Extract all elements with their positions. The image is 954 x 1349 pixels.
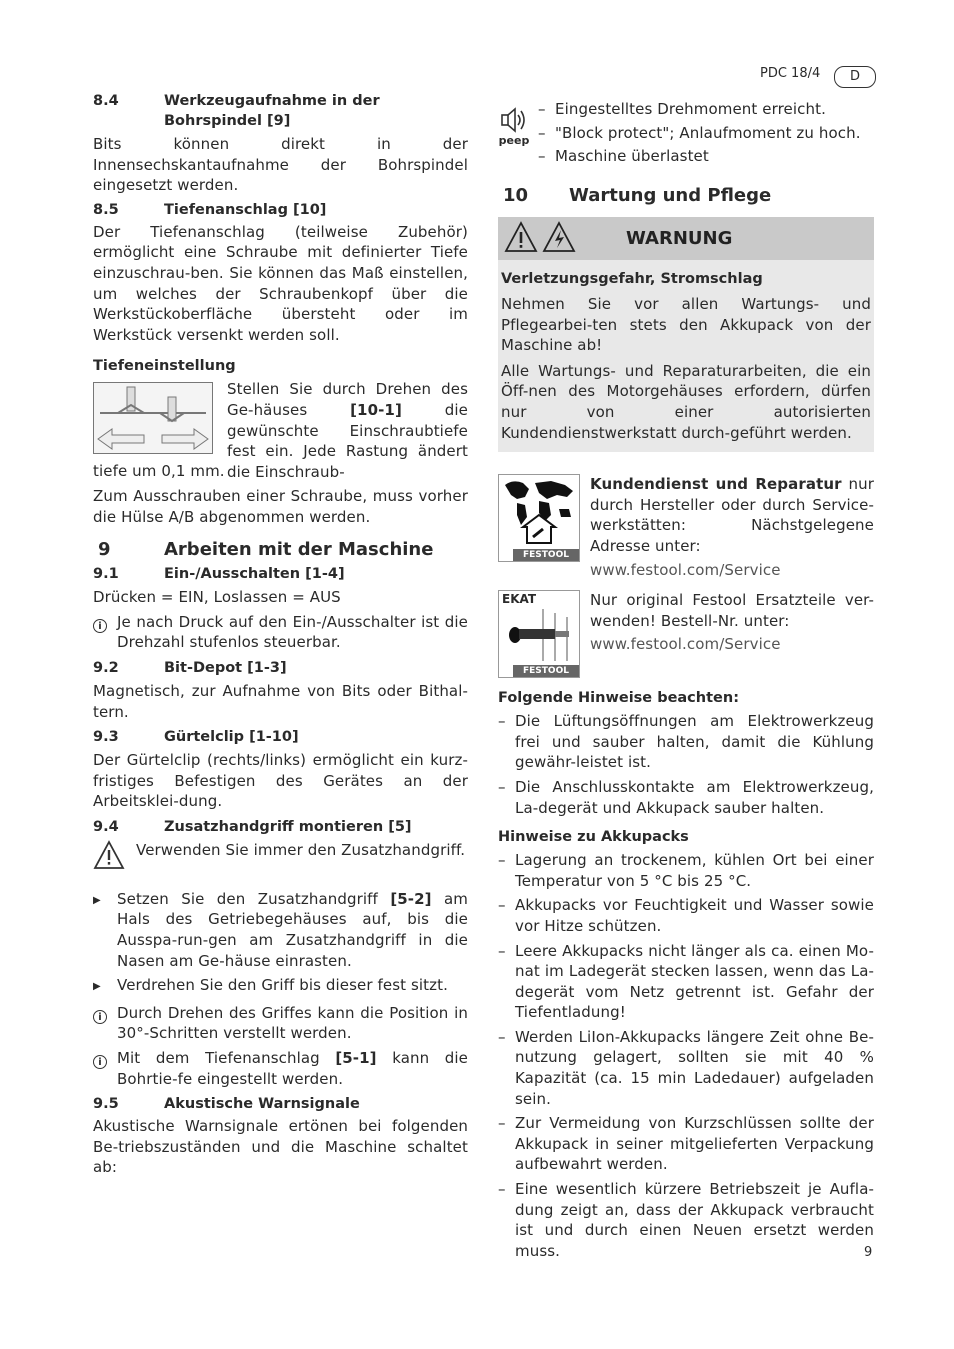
list-item: – Eingestelltes Drehmoment erreicht.	[538, 100, 826, 118]
brand-bar: FESTOOL	[513, 665, 579, 677]
warning-triangle-icon	[93, 840, 136, 886]
section-8-5-heading: 8.5 Tiefenanschlag [10]	[93, 201, 327, 218]
depth-adjust-icon	[94, 383, 212, 453]
list-item: – Werden LiIon-Akkupacks längere Zeit ohne Be-nutzung gelagert, sollten sie mit 40 % Kapazität (ca. 15 min Ladedauer) aufgeladen sein.	[498, 1027, 874, 1108]
spare-parts-block	[498, 590, 874, 682]
ekat-illustration	[498, 590, 580, 678]
section-9-5-text: Akustische Warnsignale ertönen bei folgenden Be-triebszuständen und die Maschine schaltet ab:	[93, 1117, 468, 1177]
list-item: – Maschine überlastet	[538, 147, 709, 166]
warning-body	[498, 260, 874, 452]
info-note: i Durch Drehen des Griffes kann die Position in 30°-Schritten verstellt werden.	[93, 1003, 468, 1044]
step-turn-handle: ▶ Verdrehen Sie den Griff bis dieser fest sitzt.	[93, 976, 448, 995]
step-arrow-icon: ▶	[93, 894, 101, 906]
ekat-text: Nur original Festool Ersatzteile ver-wenden! Bestell-Nr. unter: www.festool.com/Service	[590, 591, 874, 654]
info-icon: i	[93, 619, 107, 633]
warning-header	[498, 217, 874, 260]
section-9-5-heading: 9.5 Akustische Warnsignale	[93, 1096, 360, 1113]
warning-subtitle: Verletzungsgefahr, Stromschlag	[501, 271, 763, 287]
unscrew-note: Zum Ausschrauben einer Schraube, muss vorher die Hülse A/B abgenommen werden.	[93, 486, 468, 526]
ekat-link[interactable]: www.festool.com/Service	[590, 635, 781, 654]
language-badge	[834, 66, 876, 88]
service-illustration	[498, 474, 580, 562]
model-name: PDC 18/4	[760, 66, 821, 81]
section-9-2-text: Magnetisch, zur Aufnahme von Bits oder Bithal-tern.	[93, 681, 468, 721]
section-10-heading: 10 Wartung und Pflege	[503, 185, 772, 206]
service-text: Kundendienst und Reparatur nur durch Hersteller oder durch Service-werkstätten: Nächstgelegene Adresse unter: www.festool.com/Service	[590, 475, 874, 579]
depth-stop-illustration	[93, 382, 213, 454]
section-8-4-text: Bits können direkt in der Innensechskantaufnahme der Bohrspindel eingesetzt werden.	[93, 135, 468, 195]
list-item: – Zur Vermeidung von Kurzschlüssen sollte der Akkupack in seiner mitgelieferten Verpackung aufbewahrt werden.	[498, 1114, 874, 1174]
section-9-3-heading: 9.3 Gürtelclip [1-10]	[93, 729, 299, 746]
list-item: – "Block protect"; Anlaufmoment zu hoch.	[538, 123, 861, 142]
page-header	[760, 64, 820, 84]
language-code: D	[849, 69, 860, 84]
list-item: – Lagerung an trockenem, kühlen Ort bei einer Temperatur von 5 °C bis 25 °C.	[498, 851, 874, 890]
list-item: – Akkupacks vor Feuchtigkeit und Wasser sowie vor Hitze schützen.	[498, 896, 874, 935]
service-link[interactable]: www.festool.com/Service	[590, 560, 781, 579]
section-9-3-text: Der Gürtelclip (rechts/links) ermöglicht ein kurz-fristiges Befestigen des Gerätes an der Arbeitsklei-dung.	[93, 751, 468, 811]
section-9-1-text: Drücken = EIN, Loslassen = AUS	[93, 588, 341, 607]
depth-setting-text: Stellen Sie durch Drehen des Ge-häuses [10-1] die gewünschte Einschraubtiefe fest ein. Jede Rastung ändert die Einschraub-	[227, 380, 468, 481]
info-note: i Mit dem Tiefenanschlag [5-1] kann die Bohrtie-fe eingestellt werden.	[93, 1048, 468, 1089]
warning-title: WARNUNG	[626, 228, 733, 249]
handle-warning: Verwenden Sie immer den Zusatzhandgriff.	[93, 840, 468, 886]
brand-bar: FESTOOL	[513, 549, 579, 561]
info-note: i Je nach Druck auf den Ein-/Ausschalter ist die Drehzahl stufenlos steuerbar.	[93, 612, 468, 653]
section-8-4-heading: 8.4 Werkzeugaufnahme in der Bohrspindel [9]	[93, 93, 380, 129]
ekat-label: EKAT	[502, 592, 537, 607]
service-block	[498, 474, 874, 584]
list-item: – Leere Akkupacks nicht länger als ca. einen Mo-nat im Ladegerät stecken lassen, wenn das La-degerät vom Netz getrennt ist. Gefahr der Tiefentladung!	[498, 941, 874, 1022]
section-9-4-heading: 9.4 Zusatzhandgriff montieren [5]	[93, 818, 412, 835]
electric-shock-icon	[542, 221, 576, 257]
info-icon: i	[93, 1055, 107, 1069]
list-item: – Die Anschlusskontakte am Elektrowerkzeug, La-degerät und Akkupack sauber halten.	[498, 777, 874, 817]
acoustic-signals	[498, 99, 874, 171]
section-9-2-heading: 9.2 Bit-Depot [1-3]	[93, 659, 287, 676]
step-arrow-icon: ▶	[93, 981, 101, 993]
speaker-icon	[498, 107, 530, 147]
warning-text: Nehmen Sie vor allen Wartungs- und Pflegearbei-ten stets den Akkupack von der Maschine ab!	[501, 295, 871, 355]
right-column	[498, 99, 874, 1261]
step-attach-handle: ▶ Setzen Sie den Zusatzhandgriff [5-2] am Hals des Getriebegehäuses auf, bis die Ausspa-run-gen am Zusatzhandgriff in die Nasen am Ge-häuse einrasten.	[93, 889, 469, 970]
warning-box	[498, 217, 874, 452]
list-item: – Die Lüftungsöffnungen am Elektrowerkzeug frei und sauber halten, damit die Kühlung gewähr-leistet ist.	[498, 712, 874, 772]
warning-triangle-icon	[504, 221, 538, 257]
list-item: – Eine wesentlich kürzere Betriebszeit je Aufla-dung zeigt an, dass der Akkupack verbraucht ist und durch einen Neuen ersetzt werden muss.	[498, 1180, 874, 1260]
battery-notes-heading: Hinweise zu Akkupacks	[498, 829, 689, 846]
section-9-heading: 9 Arbeiten mit der Maschine	[98, 539, 434, 561]
signal-list	[538, 99, 874, 167]
warning-text: Alle Wartungs- und Reparaturarbeiten, die ein Öff-nen des Motorgehäuses erfordern, dürfen nur von einer autorisierten Kundendienstwerkstatt durch-geführt werden.	[501, 361, 871, 442]
info-icon: i	[93, 1010, 107, 1024]
depth-setting-heading: Tiefeneinstellung	[93, 358, 236, 375]
section-8-5-text: Der Tiefenanschlag (teilweise Zubehör) ermöglicht eine Schraube mit definierter Tiefe einzuschrau-ben. Sie können das Maß einstellen, um welches der Schraubenkopf über die Werkstückoberfläche übersteht oder im Werkstück versenkt werden soll.	[93, 222, 468, 344]
page-number: 9	[864, 1245, 873, 1260]
left-column	[93, 91, 468, 1178]
notes-heading: Folgende Hinweise beachten:	[498, 690, 739, 707]
depth-setting-text-end: tiefe um 0,1 mm.	[93, 462, 225, 481]
peep-label: peep	[498, 134, 530, 147]
section-9-1-heading: 9.1 Ein-/Ausschalten [1-4]	[93, 566, 345, 583]
